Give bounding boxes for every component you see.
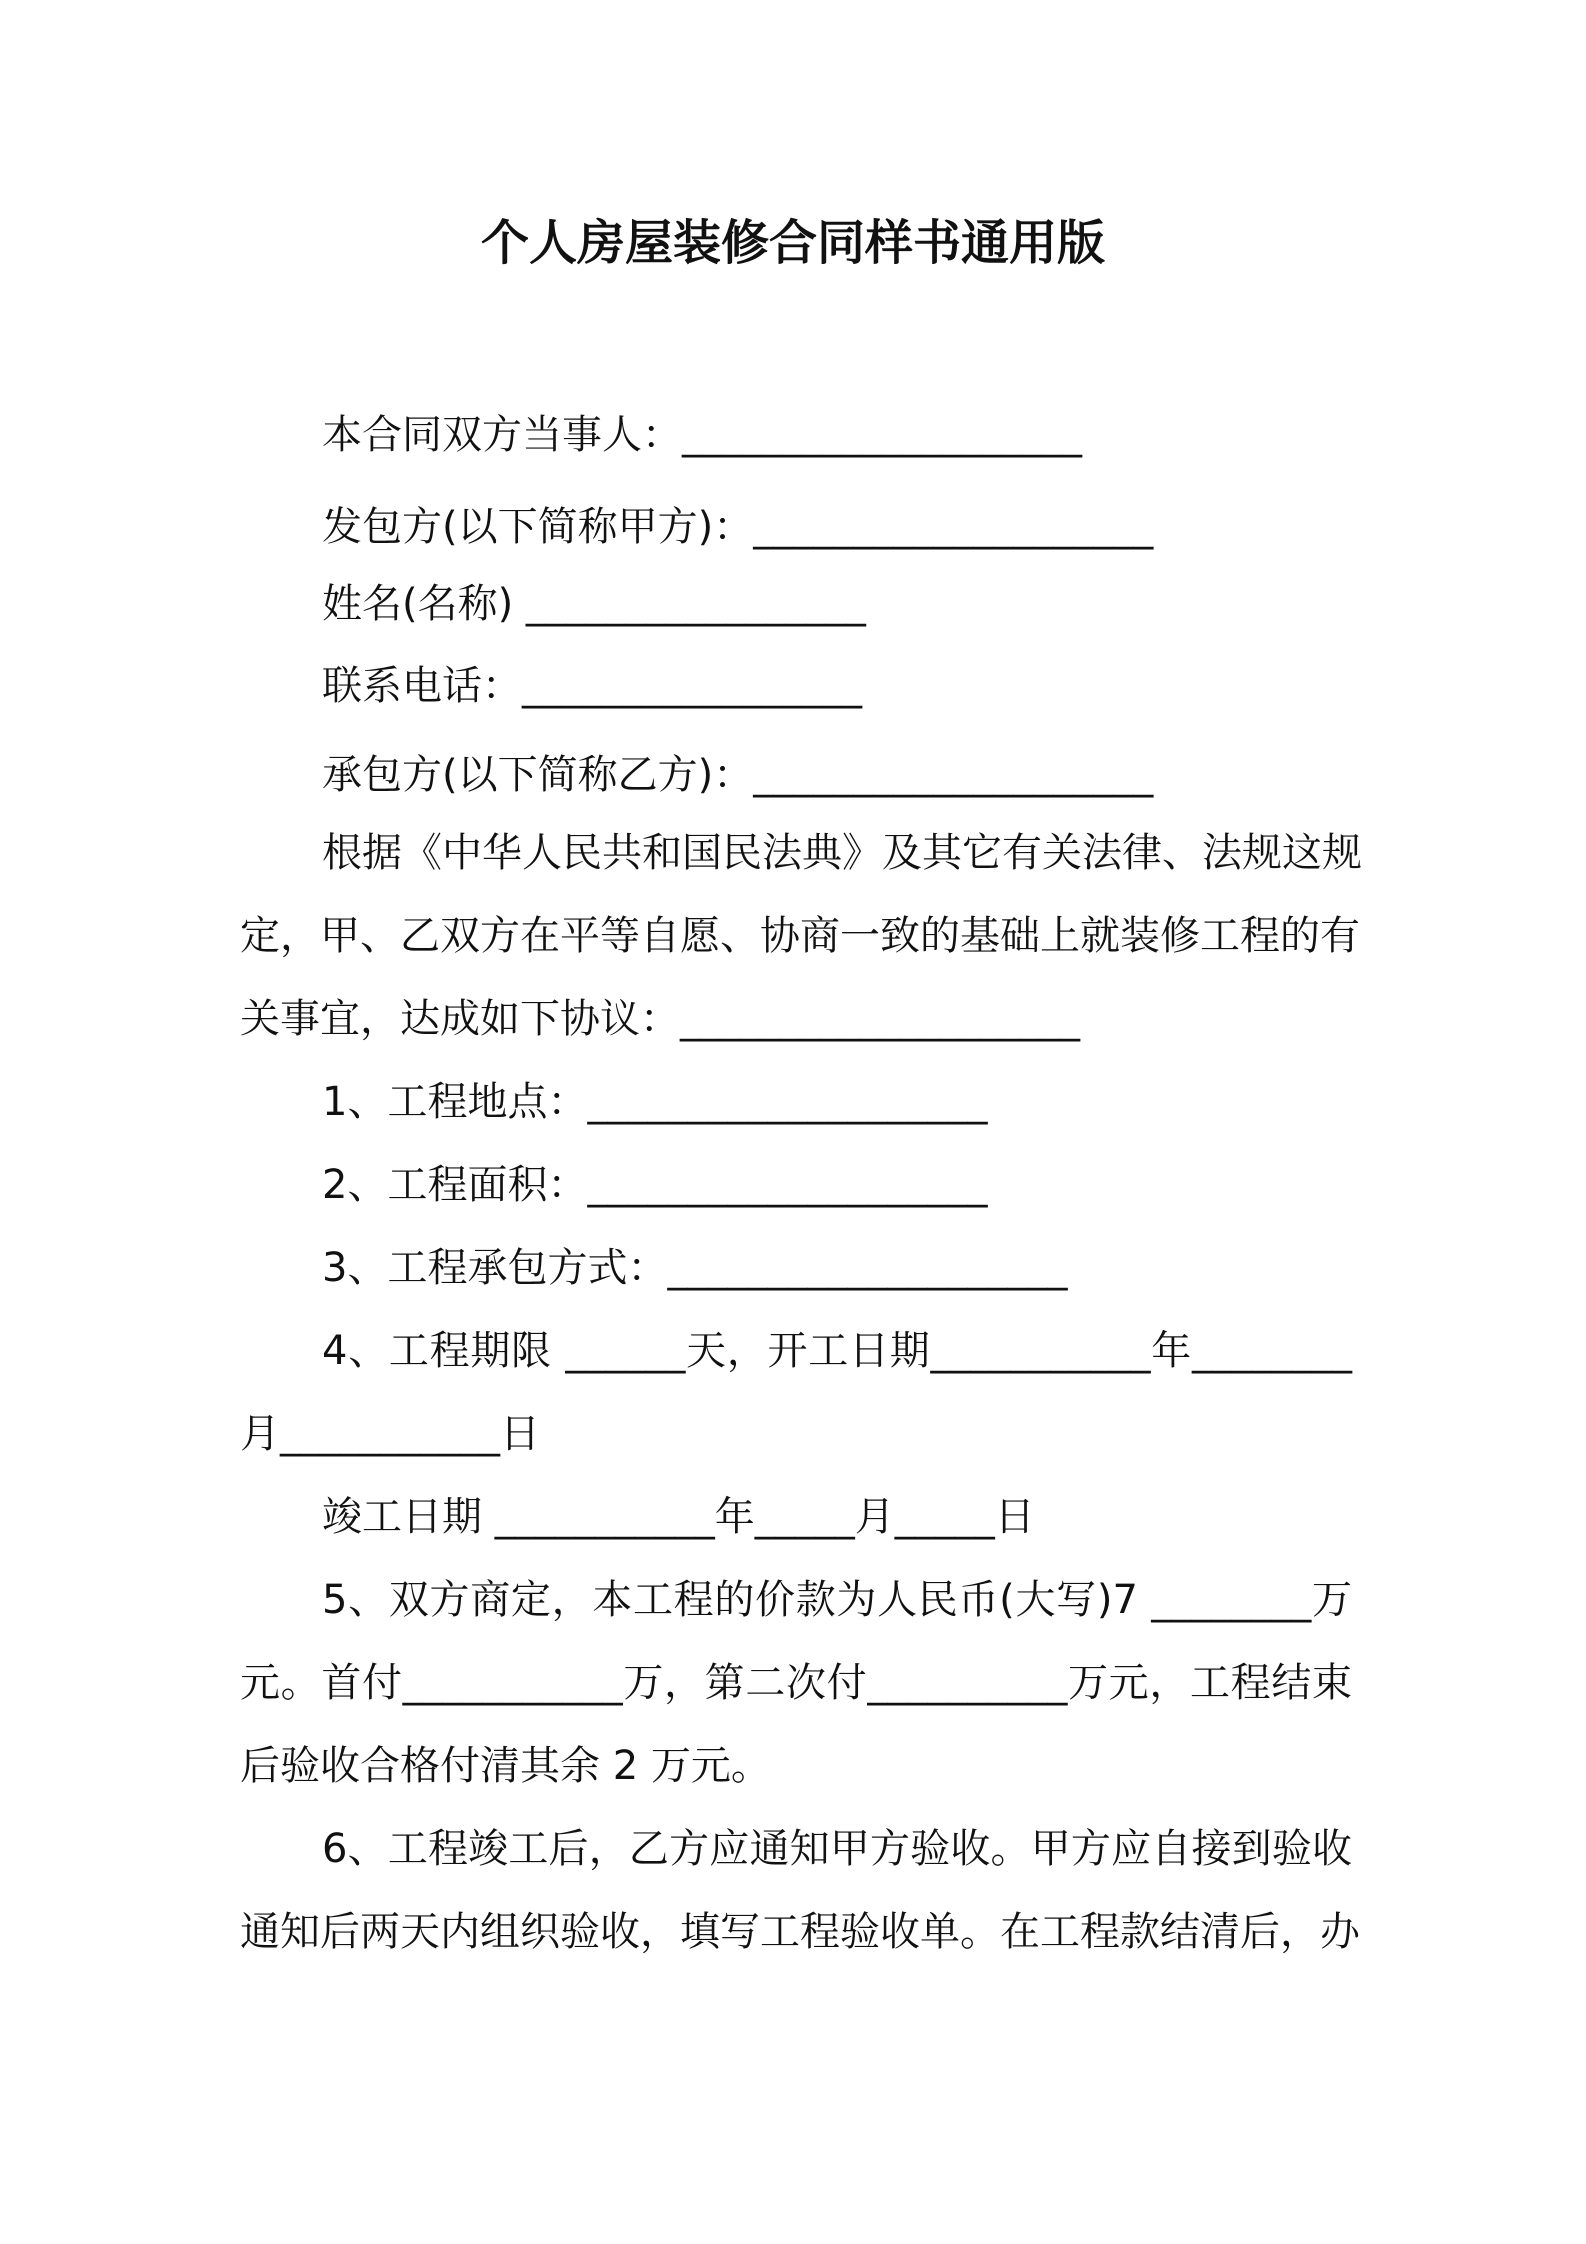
clause-5-price-line-1: 5、双方商定，本工程的价款为人民币(大写)7 ________万 [322,1577,1352,1623]
clause-3-contract-method: 3、工程承包方式：____________________ [322,1245,1068,1291]
clause-2-area: 2、工程面积：____________________ [322,1162,988,1208]
basis-paragraph-line-3: 关事宜，达成如下协议：____________________ [240,996,1080,1042]
clause-6-acceptance-line-2: 通知后两天内组织验收，填写工程验收单。在工程款结清后，办 [240,1909,1360,1955]
clause-5-price-line-3: 后验收合格付清其余 2 万元。 [240,1743,771,1789]
clause-5-price-line-2: 元。首付___________万，第二次付__________万元，工程结束 [240,1660,1352,1706]
clause-1-location: 1、工程地点：____________________ [322,1079,988,1125]
party-b-line: 承包方(以下简称乙方)：____________________ [322,752,1154,798]
clause-6-acceptance-line-1: 6、工程竣工后，乙方应通知甲方验收。甲方应自接到验收 [322,1826,1352,1872]
clause-4-period-line-1: 4、工程期限 ______天，开工日期___________年________ [322,1328,1352,1374]
contract-parties-line: 本合同双方当事人：____________________ [322,412,1082,458]
clause-4-period-line-2: 月___________日 [240,1411,540,1457]
basis-paragraph-line-2: 定，甲、乙双方在平等自愿、协商一致的基础上就装修工程的有 [240,913,1360,959]
completion-date-line: 竣工日期 ___________年_____月_____日 [322,1494,1035,1540]
document-title: 个人房屋装修合同样书通用版 [480,215,1105,271]
name-line: 姓名(名称) _________________ [322,581,866,627]
basis-paragraph-line-1: 根据《中华人民共和国民法典》及其它有关法律、法规这规 [322,830,1362,876]
party-a-line: 发包方(以下简称甲方)：____________________ [322,504,1154,550]
phone-line: 联系电话：_________________ [322,663,862,709]
